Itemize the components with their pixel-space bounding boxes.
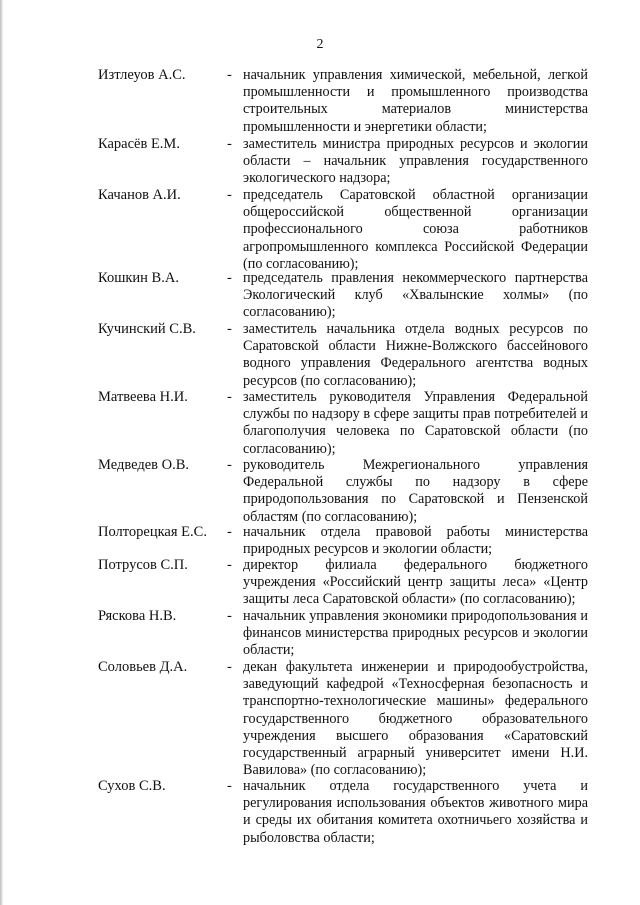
entry-dash: - [227, 270, 232, 286]
member-position: председатель Саратовской областной организации общероссийской общественной организации профессионального союза работников агропромышленного комплекса Российской Федерации (по согласованию); [243, 187, 588, 272]
member-position: директор филиала федерального бюджетного учреждения «Российский центр защиты леса» «Центр защиты леса Саратовской области» (по согласованию); [243, 557, 588, 608]
entry-dash: - [227, 608, 232, 624]
member-name: Качанов А.И. [98, 187, 181, 203]
member-position: заместитель министра природных ресурсов и экологии области – начальник управления государственного экологического надзора; [243, 136, 588, 187]
member-position: начальник отдела правовой работы министерства природных ресурсов и экологии области; [243, 524, 588, 558]
member-name: Соловьев Д.А. [98, 659, 188, 675]
entry-dash: - [227, 659, 232, 675]
member-position: руководитель Межрегионального управления Федеральной службы по надзору в сфере природопользования по Саратовской и Пензенской областям (по согласованию); [243, 457, 588, 525]
entry-dash: - [227, 778, 232, 794]
member-position: начальник управления химической, мебельной, легкой промышленности и промышленного производства строительных материалов министерства промышленности и энергетики области; [243, 67, 588, 135]
member-name: Кучинский С.В. [98, 321, 196, 337]
member-name: Полторецкая Е.С. [98, 524, 207, 540]
member-name: Матвеева Н.И. [98, 389, 188, 405]
member-position: начальник отдела государственного учета и регулирования использования объектов животного мира и среды их обитания комитета охотничьего хозяйства и рыболовства области; [243, 778, 588, 846]
entry-dash: - [227, 457, 232, 473]
entry-dash: - [227, 187, 232, 203]
member-name: Карасёв Е.М. [98, 136, 180, 152]
member-name: Изтлеуов А.С. [98, 67, 186, 83]
member-position: декан факультета инженерии и природообустройства, заведующий кафедрой «Техносферная безопасность и транспортно-технологические машины» федерального государственного бюджетного образовательного учреждения высшего образования «Саратовский государственный аграрный университет имени Н.И. Вавилова» (по согласованию); [243, 659, 588, 779]
entry-dash: - [227, 389, 232, 405]
member-name: Кошкин В.А. [98, 270, 179, 286]
member-name: Потрусов С.П. [98, 557, 188, 573]
member-position: председатель правления некоммерческого партнерства Экологический клуб «Хвалынские холмы» (по согласованию); [243, 270, 588, 321]
entry-dash: - [227, 557, 232, 573]
member-name: Медведев О.В. [98, 457, 190, 473]
member-position: начальник управления экономики природопользования и финансов министерства природных ресурсов и экологии области; [243, 608, 588, 659]
entry-dash: - [227, 524, 232, 540]
entry-dash: - [227, 321, 232, 337]
member-position: заместитель руководителя Управления Федеральной службы по надзору в сфере защиты прав потребителей и благополучия человека по Саратовской области (по согласованию); [243, 389, 588, 457]
scan-edge [0, 0, 3, 905]
entry-dash: - [227, 136, 232, 152]
entry-dash: - [227, 67, 232, 83]
page-number: 2 [316, 37, 324, 52]
member-position: заместитель начальника отдела водных ресурсов по Саратовской области Нижне-Волжского бассейнового водного управления Федерального агентства водных ресурсов (по согласованию); [243, 321, 588, 389]
member-name: Сухов С.В. [98, 778, 166, 794]
member-name: Ряскова Н.В. [98, 608, 177, 624]
